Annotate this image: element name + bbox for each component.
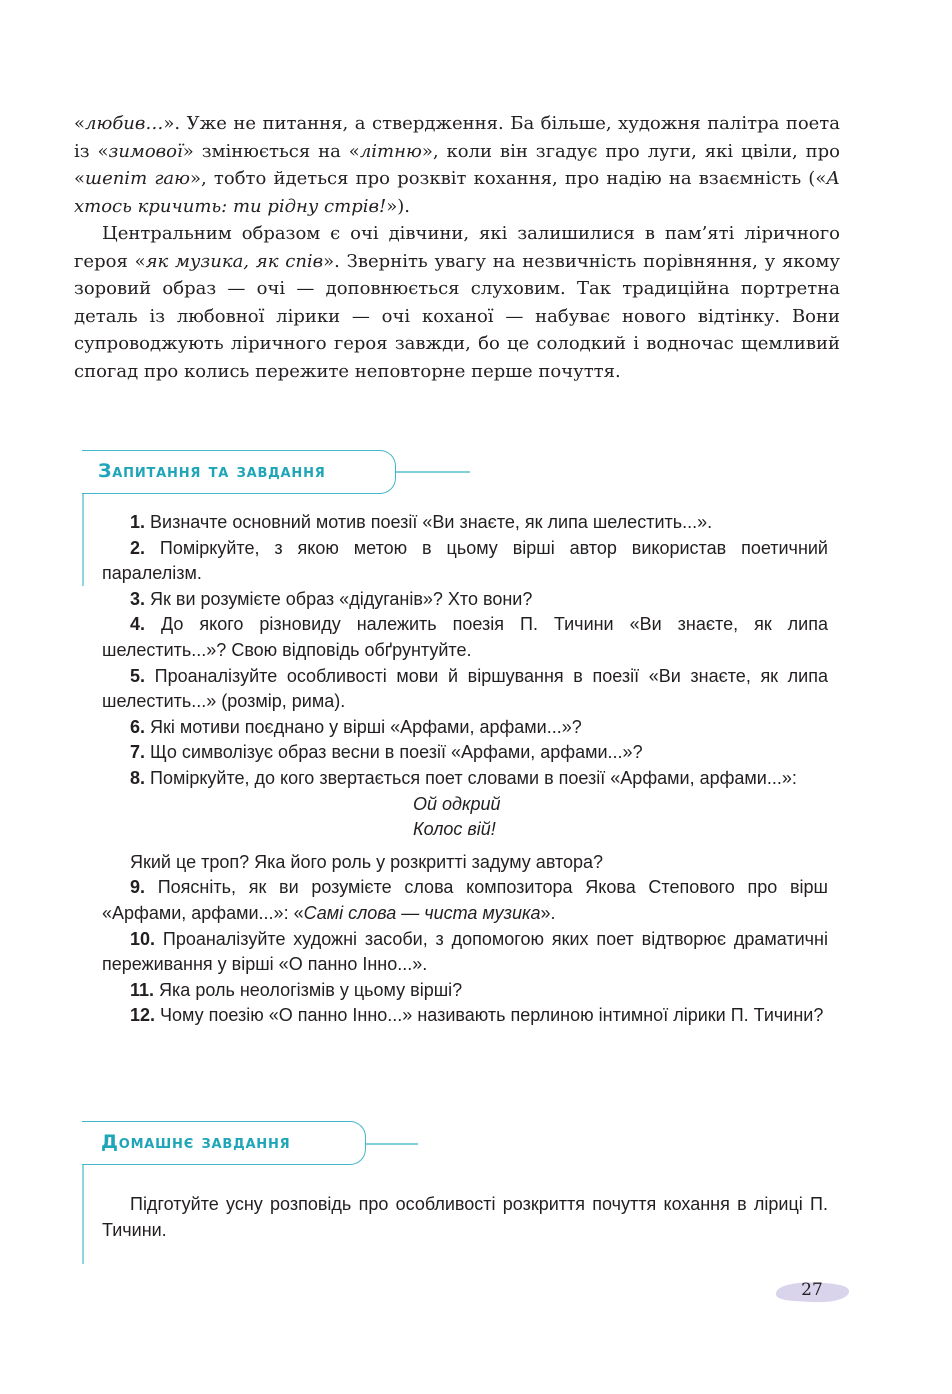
text-run: », тобто йдеться про розквіт кохання, про надію на взаємність (« (190, 168, 827, 189)
italic-quote: любив… (85, 113, 164, 134)
question-item (102, 664, 828, 715)
question-number: 4. (130, 614, 146, 635)
question-item (102, 536, 828, 587)
question-number: 6. (130, 716, 146, 737)
text-run: » змінюється на « (182, 140, 360, 162)
homework-paragraph: Підготуйте усну розповідь про особливості розкриття почуття кохання в ліриці П. Тичини. (102, 1194, 828, 1240)
page-number-badge (772, 1276, 852, 1308)
question-text: Проаналізуйте особливості мови й віршування в поезії «Ви знаєте, як липа шелестить...» (розмір, рима). (102, 665, 828, 712)
question-text: Як ви розумієте образ «дідуганів»? Хто вони? (145, 588, 533, 609)
question-quote: Самі слова — чиста музика (303, 902, 541, 923)
question-number: 10. (130, 928, 156, 949)
question-number: 5. (130, 665, 146, 686)
question-item (102, 715, 828, 741)
text-run: ». Уже не питання, а ствердження. Ба більше, художня палітра поета із « (74, 113, 840, 162)
italic-quote: зимової (108, 140, 183, 162)
questions-list (102, 510, 828, 1029)
question-number: 7. (130, 742, 146, 763)
question-text: Поясніть, як ви розумієте слова композитора Якова Степового про вірш «Арфами, арфами...»: « (102, 877, 828, 923)
question-text: Що символізує образ весни в поезії «Арфами, арфами...»? (145, 742, 643, 763)
intro-paragraph-1 (74, 110, 840, 220)
question-item (102, 510, 828, 536)
question-item (102, 612, 828, 663)
question-text: Яка роль неологізмів у цьому вірші? (154, 979, 463, 1000)
intro-text (74, 110, 840, 385)
question-tail: ». (540, 902, 556, 923)
question-text: Поміркуйте, до кого звертається поет словами в поезії «Арфами, арфами...»: (145, 767, 797, 788)
question-item (102, 875, 828, 926)
italic-quote: літню (359, 140, 422, 162)
text-run: »). (386, 195, 410, 217)
section-title-questions: Запитання та завдання (98, 460, 326, 482)
question-number: 12. (130, 1005, 156, 1026)
text-run: ». Зверніть увагу на незвичність порівняння, у якому зоровий образ — очі — доповнюється слуховим. Так традиційна портретна деталь із любовної лірики — очі коханої — набуває нового відтінку. Вони супроводжують ліричного героя завжди, бо це солодкий і водночас щемливий спогад про колись пережите неповторне перше почуття. (74, 250, 840, 382)
question-number: 2. (130, 537, 146, 558)
section-header-line (366, 1143, 418, 1145)
question-number: 9. (130, 877, 146, 898)
homework-text (102, 1192, 828, 1243)
question-number: 11. (130, 979, 155, 1000)
text-run: », коли він згадує про луги, які цвіли, про « (74, 140, 840, 189)
text-run: « (74, 113, 86, 134)
question-text: До якого різновиду належить поезія П. Тичини «Ви знаєте, як липа шелестить...»? Свою відповідь обґрунтуйте. (102, 614, 828, 660)
question-item (102, 740, 828, 766)
question-number: 3. (130, 588, 146, 609)
question-number: 8. (130, 767, 146, 788)
italic-quote: А хтось кричить: ти рідну стрів! (74, 168, 840, 217)
question-item (102, 587, 828, 613)
section-title-homework: Домашнє завдання (101, 1131, 291, 1153)
question-text: Поміркуйте, з якою метою в цьому вірші автор використав поетичний паралелізм. (102, 537, 828, 584)
section-header-line (396, 471, 470, 473)
verse-line-1: Ой одкрий (413, 793, 501, 814)
italic-quote: шепіт гаю (85, 168, 190, 189)
question-item (102, 766, 828, 792)
question-item (102, 1003, 828, 1029)
intro-paragraph-2 (74, 220, 840, 385)
question-text: Проаналізуйте художні засоби, з допомогою яких поет відтворює драматичні переживання у вірші «О панно Інно...». (102, 928, 828, 975)
question-text: Які мотиви поєднано у вірші «Арфами, арфами...»? (145, 716, 582, 737)
question-8-followup: Який це троп? Яка його роль у розкритті задуму автора? (130, 851, 604, 872)
question-text: Визначте основний мотив поезії «Ви знаєте, як липа шелестить...». (145, 512, 713, 532)
question-item (102, 978, 828, 1004)
question-number: 1. (130, 512, 146, 532)
page-number: 27 (801, 1280, 823, 1300)
text-run: Центральним образом є очі дівчини, які залишилися в пам’яті ліричного героя « (74, 223, 840, 272)
italic-quote: як музика, як спів (145, 250, 324, 272)
question-item (102, 927, 828, 978)
verse-line-2: Колос вій! (413, 819, 496, 840)
question-text: Чому поезію «О панно Інно...» називають перлиною інтимної лірики П. Тичини? (155, 1005, 824, 1026)
